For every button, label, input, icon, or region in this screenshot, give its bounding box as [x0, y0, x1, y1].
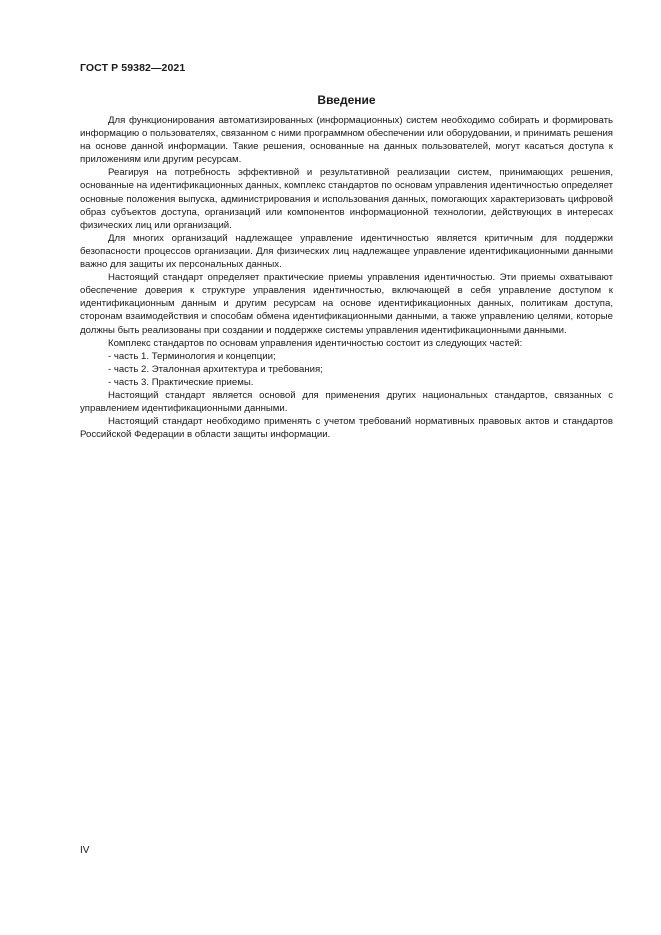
list-item: - часть 1. Терминология и концепции;	[108, 350, 276, 362]
paragraph: Настоящий стандарт необходимо применять с учетом требований нормативных правовых актов и стандартов Российской Федерации в области защиты информации.	[80, 416, 613, 441]
list-item: - часть 3. Практические приемы.	[108, 376, 254, 388]
document-code-header: ГОСТ Р 59382—2021	[80, 62, 186, 74]
page-number: IV	[80, 845, 90, 856]
list-item: - часть 2. Эталонная архитектура и требования;	[108, 363, 323, 375]
paragraph: Для функционирования автоматизированных (информационных) систем необходимо собирать и формировать информацию о пользователях, связанном с ними программном обеспечении или оборудовании, и принимать решения на основе данной информации. Такие решения, основанные на данных пользователей, могут касаться доступа к приложениям или другим ресурсам.	[80, 115, 613, 166]
paragraph: Для многих организаций надлежащее управление идентичностью является критичным для поддержки безопасности процессов организации. Для физических лиц надлежащее управление идентификационными данными важно для защиты их персональных данных.	[80, 232, 613, 271]
section-title: Введение	[317, 93, 376, 107]
paragraph: Настоящий стандарт определяет практические приемы управления идентичностью. Эти приемы охватывают обеспечение доверия к структуре управления идентичностью, включающей в себя управление доступом к идентификационным данным и другим ресурсам на основе идентификационных данных, политикам доступа, сторонам взаимодействия и способам обмена идентификационными данными, а также управлению целями, которые должны быть реализованы при создании и поддержке системы управления идентификационными данными.	[80, 272, 613, 336]
body-text	[80, 114, 613, 441]
paragraph: Комплекс стандартов по основам управления идентичностью состоит из следующих частей:	[108, 337, 523, 349]
paragraph: Реагируя на потребность эффективной и результативной реализации систем, принимающих решения, основанные на идентификационных данных, комплекс стандартов по основам управления идентичностью определяет основные положения выпуска, администрирования и использования данных, помогающих характеризовать цифровой образ субъектов доступа, организаций или компонентов информационной технологии, действующих в интересах физических лиц или организаций.	[80, 167, 613, 231]
paragraph: Настоящий стандарт является основой для применения других национальных стандартов, связанных с управлением идентификационными данными.	[80, 389, 613, 415]
